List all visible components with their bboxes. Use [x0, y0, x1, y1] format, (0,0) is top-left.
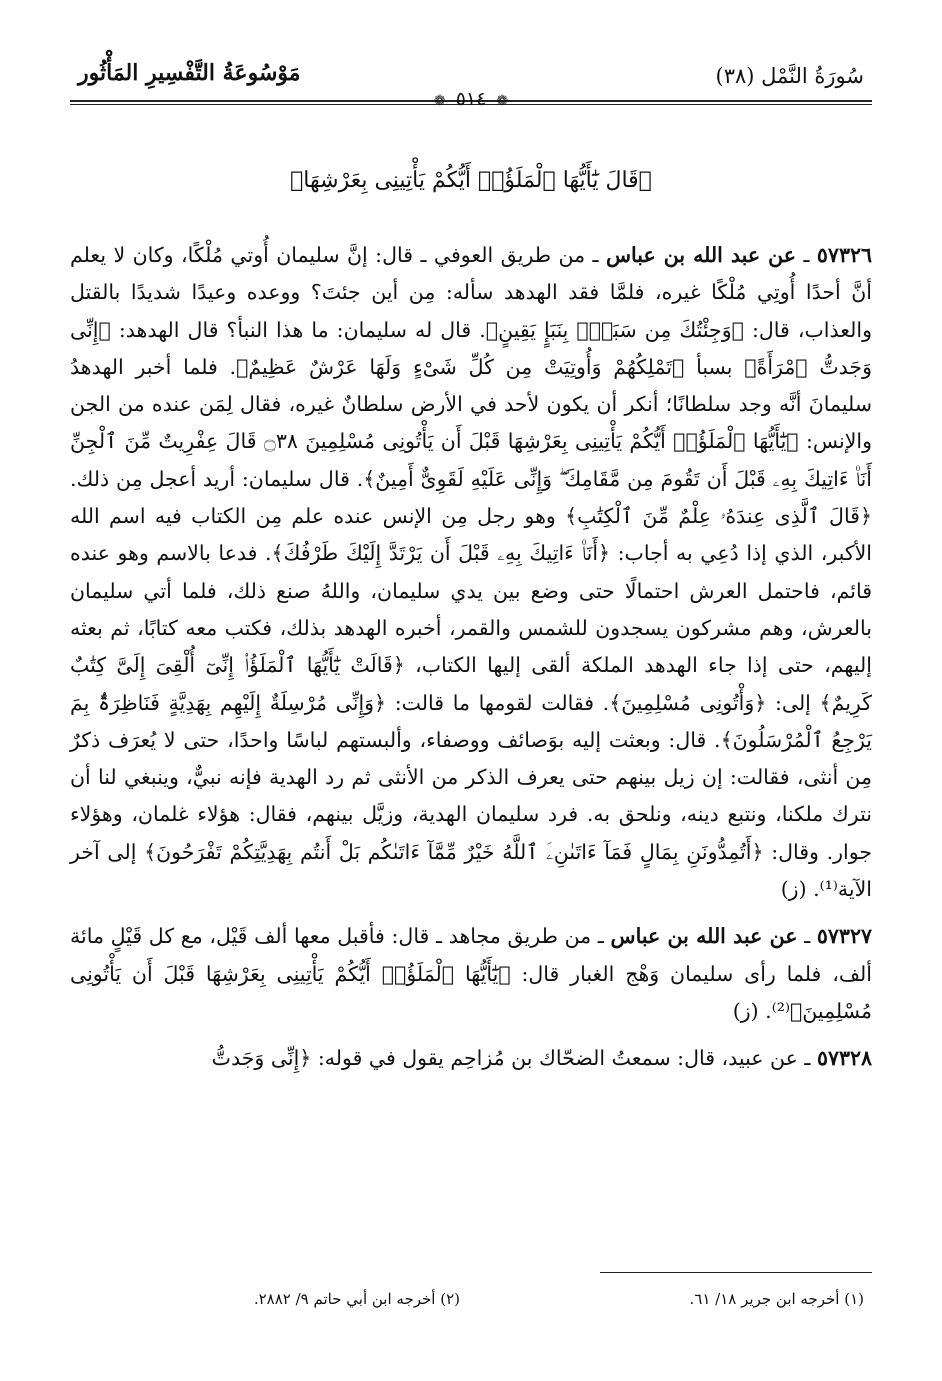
verse-title: ﴿قَالَ يَٰٓأَيُّهَا ٱلْمَلَؤُا۟ أَيُّكُمْ يَأْتِينِى بِعَرْشِهَا﴾: [290, 168, 652, 193]
entry-text: ـ من طريق العوفي ـ قال: إنَّ سليمان أُوتي مُلْكًا، وكان لا يعلم أنَّ أحدًا أُوتِي مُلْكًا غيره، فلمَّا فقد الهدهد سأله: مِن أين جئتَ؟ ووعده وعيدًا شديدًا بالقتل والعذاب، قال: ﴿وَجِئْتُكَ مِن سَبَإٍۭ بِنَبَإٍ يَقِينٍ﴾. قال له سليمان: ما هذا النبأ؟ قال الهدهد: ﴿إِنِّى وَجَدتُّ ٱمْرَأَةً﴾ بسبأ ﴿تَمْلِكُهُمْ وَأُوتِيَتْ مِن كُلِّ شَىْءٍ وَلَهَا عَرْشٌ عَظِيمٌ﴾. فلما أخبر الهدهدُ سليمانَ أنَّه وجد سلطانًا؛ أنكر أن يكون لأحد في الأرض سلطانٌ غيره، فقال لِمَن عنده من الجن والإنس: ﴿يَٰٓأَيُّهَا ٱلْمَلَؤُا۟ أَيُّكُمْ يَأْتِينِى بِعَرْشِهَا قَبْلَ أَن يَأْتُونِى مُسْلِمِينَ ۝٣٨ قَالَ عِفْرِيتٌ مِّنَ ٱلْجِنِّ أَنَا۠ ءَاتِيكَ بِهِۦ قَبْلَ أَن تَقُومَ مِن مَّقَامِكَ ۖ وَإِنِّى عَلَيْهِ لَقَوِىٌّ أَمِينٌ﴾. قال سليمان: أريد أعجل مِن ذلك. ﴿قَالَ ٱلَّذِى عِندَهُۥ عِلْمٌ مِّنَ ٱلْكِتَٰبِ﴾ وهو رجل مِن الإنس عنده علم مِن الكتاب فيه اسم الله الأكبر، الذي إذا دُعِي به أجاب: ﴿أَنَا۠ ءَاتِيكَ بِهِۦ قَبْلَ أَن يَرْتَدَّ إِلَيْكَ طَرْفُكَ﴾. فدعا بالاسم وهو عنده قائم، فاحتمل العرش احتمالًا حتى وضع بين يدي سليمان، واللهُ صنع ذلك، فلما أتي سليمان بالعرش، وهم مشركون يسجدون للشمس والقمر، أخبره الهدهد بذلك، فكتب معه كتابًا، ثم بعثه إليهم، حتى إذا جاء الهدهد الملكة ألقى إليها الكتاب، ﴿قَالَتْ يَٰٓأَيُّهَا ٱلْمَلَؤُا۟ إِنِّىٓ أُلْقِىَ إِلَىَّ كِتَٰبٌ كَرِيمٌ﴾ إلى: ﴿وَأْتُونِى مُسْلِمِينَ﴾. فقالت لقومها ما قالت: ﴿وَإِنِّى مُرْسِلَةٌ إِلَيْهِم بِهَدِيَّةٍ فَنَاظِرَةٌۢ بِمَ يَرْجِعُ ٱلْمُرْسَلُونَ﴾. قال: وبعثت إليه بوَصائف ووصفاء، وألبستهم لباسًا واحدًا، حتى لا يُعرَف ذكرٌ مِن أنثى، فقالت: إن زيل بينهم حتى يعرف الذكر من الأنثى ثم رد الهدية فإنه نبيٌّ، وينبغي لنا أن نترك ملكنا، ونتبع دينه، ونلحق به. فرد سليمان الهدية، وزيَّل بينهم، فقال: هؤلاء غلمان، وهؤلاء جوار. وقال: ﴿أَتُمِدُّونَنِ بِمَالٍ فَمَآ ءَاتَىٰنِۦَ ٱللَّهُ خَيْرٌ مِّمَّآ ءَاتَىٰكُم بَلْ أَنتُم بِهَدِيَّتِكُمْ تَفْرَحُونَ﴾ إلى آخر الآية⁽¹⁾. (ز): [70, 243, 872, 902]
entry-number: ٥٧٣٢٧: [816, 924, 872, 949]
footnote-1: (١) أخرجه ابن جرير ١٨/ ٦١.: [689, 1290, 864, 1308]
footnote-2: (٢) أخرجه ابن أبي حاتم ٩/ ٢٨٨٢.: [253, 1290, 460, 1308]
ornament-icon: ❁: [433, 93, 446, 109]
footnote-rule: [600, 1272, 872, 1273]
entry-narrator: عن عبد الله بن عباس: [606, 243, 797, 267]
surah-header: سُورَةُ النَّمْل (٣٨): [715, 64, 864, 88]
page-number: ٥١٤: [455, 88, 487, 110]
entry-57328: [70, 1040, 872, 1077]
entry-text: ـ من طريق مجاهد ـ قال: فأقبل معها ألف قَيْل، مع كل قَيْلٍ مائة ألف، فلما رأى سليمان وَهْج الغبار قال: ﴿يَٰٓأَيُّهَا ٱلْمَلَؤُا۟ أَيُّكُمْ يَأْتِينِى بِعَرْشِهَا قَبْلَ أَن يَأْتُونِى مُسْلِمِينَ﴾⁽²⁾. (ز): [70, 924, 872, 1023]
main-text: [70, 237, 872, 1078]
entry-text: ـ عن عبيد، قال: سمعتُ الضحّاك بن مُزاحِم يقول في قوله: ﴿إِنِّى وَجَدتُّ: [211, 1046, 811, 1071]
entry-57326: ٥٧٣٢٦ ـ عن عبد الله بن عباس ـ من طريق العوفي ـ قال: إنَّ سليمان أُوتي مُلْكًا، وكان لا يعلم أنَّ أحدًا أُوتِي مُلْكًا غيره، فلمَّا فقد الهدهد سأله: مِن أين جئتَ؟ ووعده وعيدًا شديدًا بالقتل والعذاب، قال: ﴿وَجِئْتُكَ مِن سَبَإٍۭ بِنَبَإٍ يَقِينٍ﴾. قال له سليمان: ما هذا النبأ؟ قال الهدهد: ﴿إِنِّى وَجَدتُّ ٱمْرَأَةً﴾ بسبأ ﴿تَمْلِكُهُمْ وَأُوتِيَتْ مِن كُلِّ شَىْءٍ وَلَهَا عَرْشٌ عَظِيمٌ﴾. فلما أخبر الهدهدُ سليمانَ أنَّه وجد سلطانًا؛ أنكر أن يكون لأحد في الأرض سلطانٌ غيره، فقال لِمَن عنده من الجن والإنس: ﴿يَٰٓأَيُّهَا ٱلْمَلَؤُا۟ أَيُّكُمْ يَأْتِينِى بِعَرْشِهَا قَبْلَ أَن يَأْتُونِى مُسْلِمِينَ ۝٣٨ قَالَ عِفْرِيتٌ مِّنَ ٱلْجِنِّ أَنَا۠ ءَاتِيكَ بِهِۦ قَبْلَ أَن تَقُومَ مِن مَّقَامِكَ ۖ وَإِنِّى عَلَيْهِ لَقَوِىٌّ أَمِينٌ﴾. قال سليمان: أريد أعجل مِن ذلك. ﴿قَالَ ٱلَّذِى عِندَهُۥ عِلْمٌ مِّنَ ٱلْكِتَٰبِ﴾ وهو رجل مِن الإنس عنده علم مِن الكتاب فيه اسم الله الأكبر، الذي إذا دُعِي به أجاب: ﴿أَنَا۠ ءَاتِيكَ بِهِۦ قَبْلَ أَن يَرْتَدَّ إِلَيْكَ طَرْفُكَ﴾. فدعا بالاسم وهو عنده قائم، فاحتمل العرش احتمالًا حتى وضع بين يدي سليمان، واللهُ صنع ذلك، فلما أتي سليمان بالعرش، وهم مشركون يسجدون للشمس والقمر، أخبره الهدهد بذلك، فكتب معه كتابًا، ثم بعثه إليهم، حتى إذا جاء الهدهد الملكة ألقى إليها الكتاب، ﴿قَالَتْ يَٰٓأَيُّهَا ٱلْمَلَؤُا۟ إِنِّىٓ أُلْقِىَ إِلَىَّ كِتَٰبٌ كَرِيمٌ﴾ إلى: ﴿وَأْتُونِى مُسْلِمِينَ﴾. فقالت لقومها ما قالت: ﴿وَإِنِّى مُرْسِلَةٌ إِلَيْهِم بِهَدِيَّةٍ فَنَاظِرَةٌۢ بِمَ يَرْجِعُ ٱلْمُرْسَلُونَ﴾. قال: وبعثت إليه بوَصائف ووصفاء، وألبستهم لباسًا واحدًا، حتى لا يُعرَف ذكرٌ مِن أنثى، فقالت: إن زيل بينهم حتى يعرف الذكر من الأنثى ثم رد الهدية فإنه نبيٌّ، وينبغي لنا أن نترك ملكنا، ونتبع دينه، ونلحق به. فرد سليمان الهدية، وزيَّل بينهم، فقال: هؤلاء غلمان، وهؤلاء جوار. وقال: ﴿أَتُمِدُّونَنِ بِمَالٍ فَمَآ ءَاتَىٰنِۦَ ٱللَّهُ خَيْرٌ مِّمَّآ ءَاتَىٰكُم بَلْ أَنتُم بِهَدِيَّتِكُمْ تَفْرَحُونَ﴾ إلى آخر الآية⁽¹⁾. (ز): [70, 243, 872, 902]
entry-narrator: عن عبد الله بن عباس: [610, 924, 798, 949]
entry-57327: ٥٧٣٢٧ ـ عن عبد الله بن عباس ـ من طريق مجاهد ـ قال: فأقبل معها ألف قَيْل، مع كل قَيْلٍ مائة ألف، فلما رأى سليمان وَهْج الغبار قال: ﴿يَٰٓأَيُّهَا ٱلْمَلَؤُا۟ أَيُّكُمْ يَأْتِينِى بِعَرْشِهَا قَبْلَ أَن يَأْتُونِى مُسْلِمِينَ﴾⁽²⁾. (ز): [70, 924, 872, 1023]
page-number-row: [0, 88, 942, 110]
ornament-icon: ❁: [496, 93, 509, 109]
entry-number: ٥٧٣٢٦: [816, 243, 872, 267]
book-title: مَوْسُوعَةُ التَّفْسِيرِ المَأْثُور: [78, 60, 301, 86]
entry-number: ٥٧٣٢٨: [816, 1046, 872, 1071]
